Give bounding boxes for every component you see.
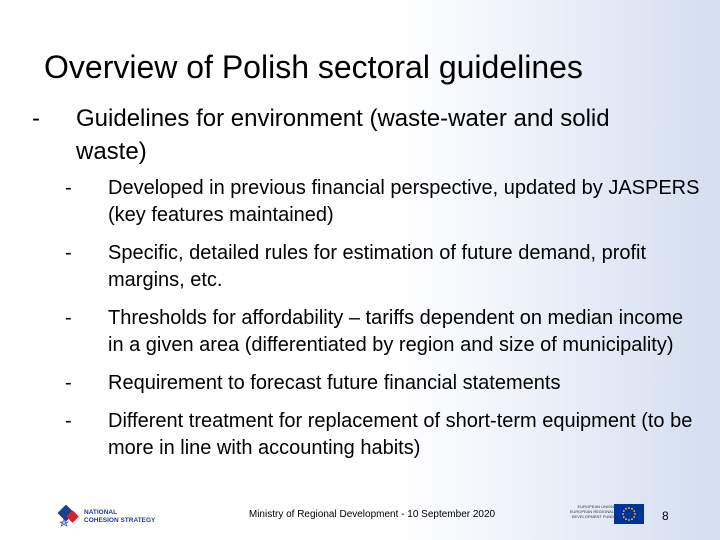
eu-star-icon: [634, 513, 636, 515]
footer-text: Ministry of Regional Development - 10 September 2020: [248, 509, 496, 520]
eu-flag-icon: [614, 504, 644, 524]
sub-bullet-list: [40, 175, 700, 473]
sub-bullet-item: [40, 305, 700, 359]
page-number: 8: [662, 509, 669, 523]
sub-bullet-text: Requirement to forecast future financial statements: [108, 372, 561, 394]
sub-bullet-item: [40, 175, 700, 229]
sub-bullet-text: Thresholds for affordability – tariffs dependent on median income in a given area (differentiated by region and size of municipality): [108, 307, 684, 356]
eu-star-icon: [628, 507, 630, 509]
sub-bullet-marker: -: [65, 307, 72, 329]
eu-star-icon: [625, 518, 627, 520]
main-bullet-marker: -: [32, 105, 40, 132]
sub-bullet-text: Different treatment for replacement of short-term equipment (to be more in line with accounting habits): [108, 410, 693, 459]
eu-flag-field: [614, 504, 644, 524]
eu-star-icon: [628, 519, 630, 521]
eu-star-icon: [631, 508, 633, 510]
sub-bullet-marker: -: [65, 177, 72, 199]
sub-bullet-item: [40, 370, 700, 397]
eu-star-icon: [623, 510, 625, 512]
slide-title: Overview of Polish sectoral guidelines: [44, 49, 583, 85]
sub-bullet-marker: -: [65, 410, 72, 432]
eu-star-icon: [623, 516, 625, 518]
sub-bullet-item: [40, 240, 700, 294]
sub-bullet-text: Specific, detailed rules for estimation of future demand, profit margins, etc.: [108, 242, 647, 291]
eu-star-icon: [631, 518, 633, 520]
eu-fund-label: EUROPEAN UNION EUROPEAN REGIONAL DEVELOPMENT FUND: [569, 504, 614, 519]
eu-star-icon: [633, 516, 635, 518]
sub-bullet-marker: -: [65, 242, 72, 264]
sub-bullet-item: [40, 408, 700, 462]
sub-bullet-marker: -: [65, 372, 72, 394]
national-cohesion-strategy-logo: [56, 500, 176, 534]
main-bullet-text: Guidelines for environment (waste-water and solid waste): [76, 105, 610, 165]
eu-star-icon: [625, 508, 627, 510]
eu-star-icon: [633, 510, 635, 512]
sub-bullet-text: Developed in previous financial perspective, updated by JASPERS (key features maintained): [108, 177, 700, 226]
logo-line-2: COHESION STRATEGY: [84, 517, 156, 524]
eu-star-icon: [622, 513, 624, 515]
logo-line-1: NATIONAL: [84, 509, 118, 516]
